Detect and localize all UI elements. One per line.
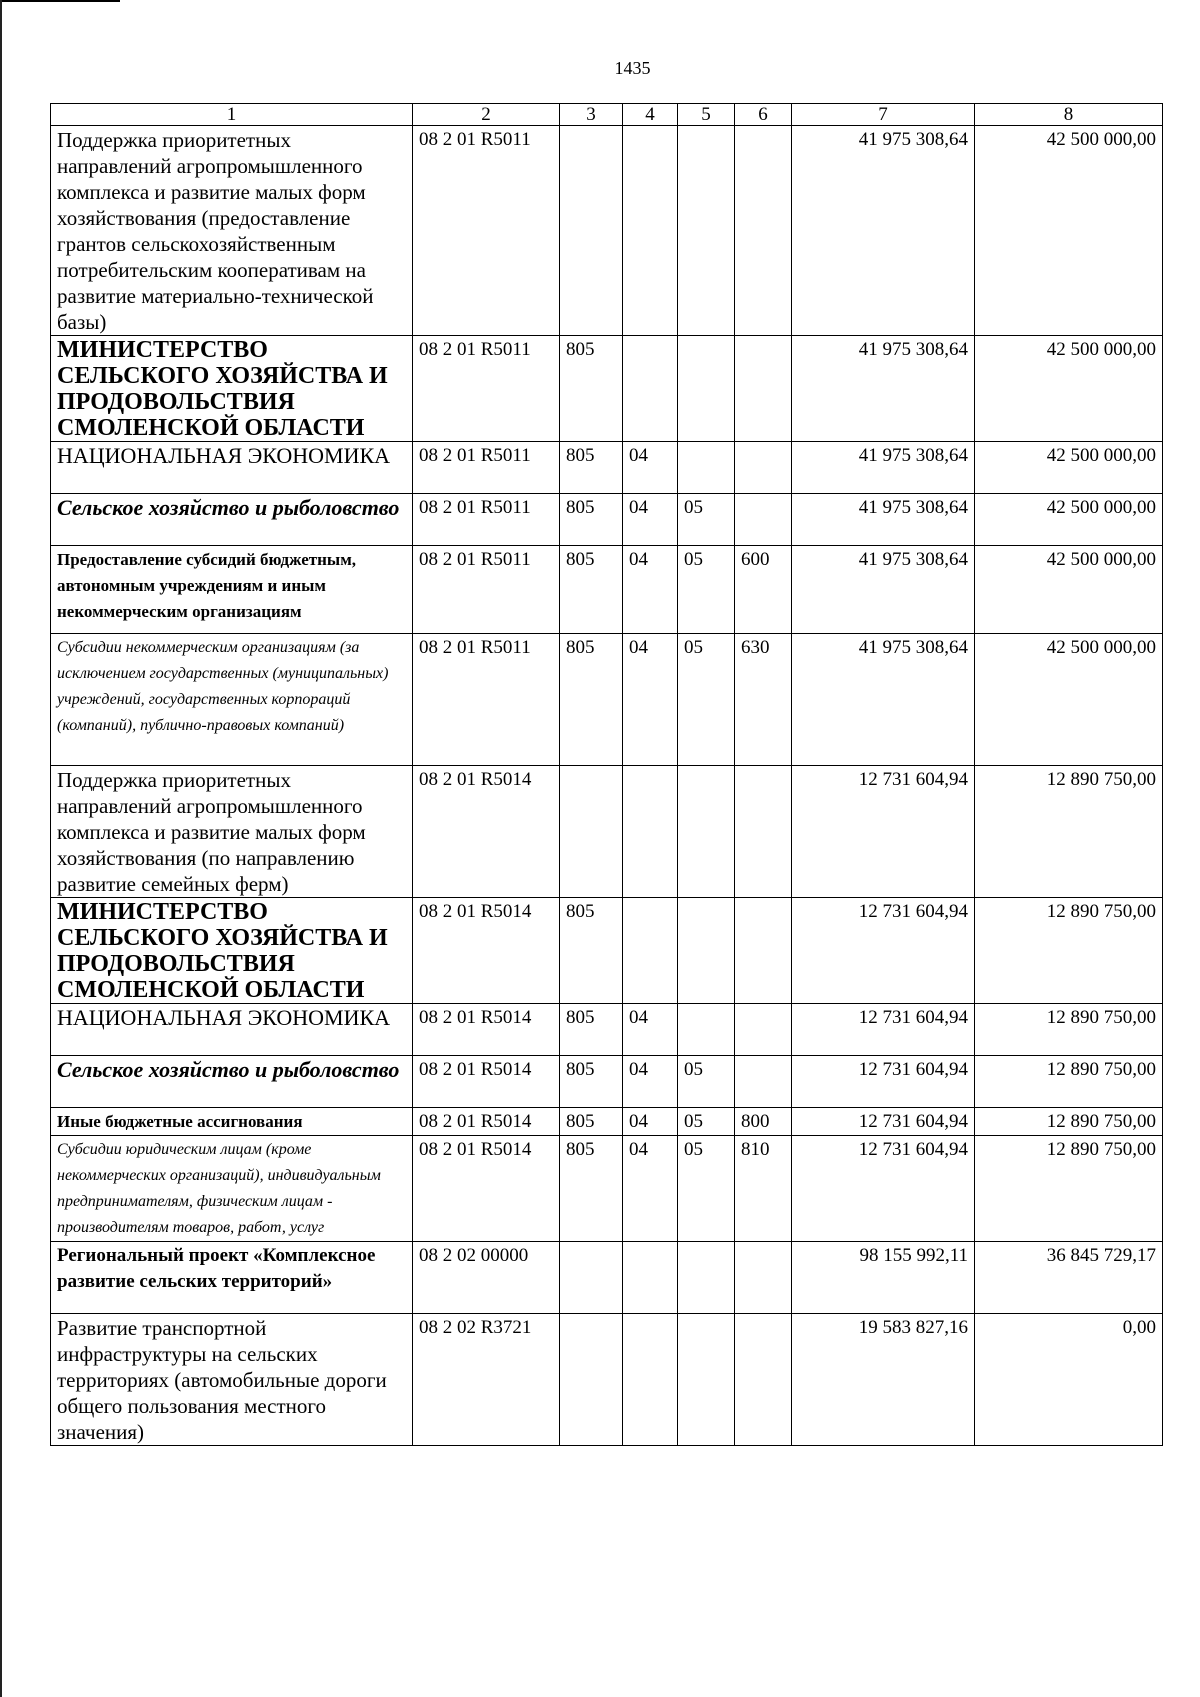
table-row bbox=[51, 634, 1163, 766]
row-name: Субсидии некоммерческим организациям (за исключением государственных (муниципальных) учреждений, государственных корпораций (компаний), публично-правовых компаний) bbox=[51, 634, 413, 766]
row-sum-year-1: 41 975 308,64 bbox=[792, 126, 975, 336]
row-name: НАЦИОНАЛЬНАЯ ЭКОНОМИКА bbox=[51, 442, 413, 494]
row-sum-year-1: 12 731 604,94 bbox=[792, 1056, 975, 1108]
row-subsection: 05 bbox=[678, 546, 735, 634]
col-header: 6 bbox=[735, 104, 792, 126]
row-sum-year-2: 12 890 750,00 bbox=[975, 1136, 1163, 1242]
row-sum-year-1: 41 975 308,64 bbox=[792, 336, 975, 442]
row-name: Субсидии юридическим лицам (кроме некоммерческих организаций), индивидуальным предпринимателям, физическим лицам - производителям товаров, работ, услуг bbox=[51, 1136, 413, 1242]
row-sum-year-1: 12 731 604,94 bbox=[792, 1108, 975, 1136]
row-subsection bbox=[678, 898, 735, 1004]
row-subsection bbox=[678, 1004, 735, 1056]
row-section bbox=[623, 898, 678, 1004]
col-header: 7 bbox=[792, 104, 975, 126]
row-subsection bbox=[678, 442, 735, 494]
row-section: 04 bbox=[623, 1056, 678, 1108]
row-name: Развитие транспортной инфраструктуры на сельских территориях (автомобильные дороги общего пользования местного значения) bbox=[51, 1314, 413, 1446]
row-subsection bbox=[678, 766, 735, 898]
row-ministry bbox=[560, 126, 623, 336]
row-sum-year-1: 12 731 604,94 bbox=[792, 1136, 975, 1242]
col-header: 3 bbox=[560, 104, 623, 126]
table-row bbox=[51, 1056, 1163, 1108]
row-expense-type bbox=[735, 1056, 792, 1108]
row-sum-year-2: 12 890 750,00 bbox=[975, 1108, 1163, 1136]
table-row bbox=[51, 1136, 1163, 1242]
row-name: Поддержка приоритетных направлений агропромышленного комплекса и развитие малых форм хозяйствования (предоставление грантов сельскохозяйственным потребительским кооперативам на развитие материально-технической базы) bbox=[51, 126, 413, 336]
row-name: Предоставление субсидий бюджетным, автономным учреждениям и иным некоммерческим организациям bbox=[51, 546, 413, 634]
row-sum-year-1: 19 583 827,16 bbox=[792, 1314, 975, 1446]
row-sum-year-1: 41 975 308,64 bbox=[792, 442, 975, 494]
row-code: 08 2 01 R5014 bbox=[413, 898, 560, 1004]
row-subsection bbox=[678, 1242, 735, 1314]
row-expense-type bbox=[735, 336, 792, 442]
row-sum-year-2: 42 500 000,00 bbox=[975, 336, 1163, 442]
row-ministry: 805 bbox=[560, 494, 623, 546]
row-subsection: 05 bbox=[678, 1108, 735, 1136]
row-sum-year-2: 42 500 000,00 bbox=[975, 494, 1163, 546]
row-section: 04 bbox=[623, 494, 678, 546]
table-row bbox=[51, 494, 1163, 546]
row-section bbox=[623, 1242, 678, 1314]
row-ministry bbox=[560, 1314, 623, 1446]
row-section: 04 bbox=[623, 1108, 678, 1136]
row-ministry: 805 bbox=[560, 1056, 623, 1108]
row-section: 04 bbox=[623, 1004, 678, 1056]
row-code: 08 2 01 R5011 bbox=[413, 126, 560, 336]
row-expense-type bbox=[735, 1314, 792, 1446]
header-row bbox=[51, 104, 1163, 126]
row-subsection: 05 bbox=[678, 1056, 735, 1108]
row-sum-year-1: 12 731 604,94 bbox=[792, 1004, 975, 1056]
row-sum-year-2: 42 500 000,00 bbox=[975, 634, 1163, 766]
row-sum-year-2: 42 500 000,00 bbox=[975, 126, 1163, 336]
row-subsection: 05 bbox=[678, 494, 735, 546]
row-subsection bbox=[678, 336, 735, 442]
row-code: 08 2 01 R5014 bbox=[413, 1056, 560, 1108]
row-section: 04 bbox=[623, 634, 678, 766]
row-code: 08 2 02 00000 bbox=[413, 1242, 560, 1314]
row-section bbox=[623, 126, 678, 336]
row-name: Иные бюджетные ассигнования bbox=[51, 1108, 413, 1136]
row-code: 08 2 01 R5011 bbox=[413, 634, 560, 766]
row-sum-year-2: 36 845 729,17 bbox=[975, 1242, 1163, 1314]
row-sum-year-1: 41 975 308,64 bbox=[792, 546, 975, 634]
row-expense-type bbox=[735, 766, 792, 898]
row-sum-year-1: 98 155 992,11 bbox=[792, 1242, 975, 1314]
row-expense-type bbox=[735, 898, 792, 1004]
row-sum-year-1: 12 731 604,94 bbox=[792, 898, 975, 1004]
table-row bbox=[51, 442, 1163, 494]
row-ministry: 805 bbox=[560, 1136, 623, 1242]
page-number: 1435 bbox=[614, 58, 651, 78]
row-code: 08 2 01 R5011 bbox=[413, 442, 560, 494]
scan-edge-left bbox=[0, 0, 2, 1697]
row-ministry: 805 bbox=[560, 898, 623, 1004]
row-sum-year-2: 12 890 750,00 bbox=[975, 766, 1163, 898]
row-section bbox=[623, 336, 678, 442]
row-section bbox=[623, 1314, 678, 1446]
table-row bbox=[51, 1314, 1163, 1446]
row-name: МИНИСТЕРСТВО СЕЛЬСКОГО ХОЗЯЙСТВА И ПРОДОВОЛЬСТВИЯ СМОЛЕНСКОЙ ОБЛАСТИ bbox=[51, 336, 413, 442]
row-name: Сельское хозяйство и рыболовство bbox=[51, 494, 413, 546]
row-code: 08 2 01 R5011 bbox=[413, 546, 560, 634]
table-row bbox=[51, 1108, 1163, 1136]
row-ministry bbox=[560, 1242, 623, 1314]
row-sum-year-1: 12 731 604,94 bbox=[792, 766, 975, 898]
row-ministry bbox=[560, 766, 623, 898]
row-subsection bbox=[678, 126, 735, 336]
row-name: МИНИСТЕРСТВО СЕЛЬСКОГО ХОЗЯЙСТВА И ПРОДОВОЛЬСТВИЯ СМОЛЕНСКОЙ ОБЛАСТИ bbox=[51, 898, 413, 1004]
row-expense-type: 600 bbox=[735, 546, 792, 634]
row-code: 08 2 01 R5014 bbox=[413, 1136, 560, 1242]
row-name: Поддержка приоритетных направлений агропромышленного комплекса и развитие малых форм хозяйствования (по направлению развитие семейных ферм) bbox=[51, 766, 413, 898]
col-header: 1 bbox=[51, 104, 413, 126]
row-code: 08 2 01 R5014 bbox=[413, 766, 560, 898]
row-sum-year-1: 41 975 308,64 bbox=[792, 634, 975, 766]
row-expense-type: 810 bbox=[735, 1136, 792, 1242]
row-section: 04 bbox=[623, 442, 678, 494]
row-sum-year-1: 41 975 308,64 bbox=[792, 494, 975, 546]
row-name: Региональный проект «Комплексное развитие сельских территорий» bbox=[51, 1242, 413, 1314]
table-row bbox=[51, 898, 1163, 1004]
col-header: 4 bbox=[623, 104, 678, 126]
row-ministry: 805 bbox=[560, 336, 623, 442]
row-code: 08 2 02 R3721 bbox=[413, 1314, 560, 1446]
row-name: Сельское хозяйство и рыболовство bbox=[51, 1056, 413, 1108]
table-row bbox=[51, 766, 1163, 898]
row-section bbox=[623, 766, 678, 898]
table-row bbox=[51, 336, 1163, 442]
row-ministry: 805 bbox=[560, 1108, 623, 1136]
row-sum-year-2: 42 500 000,00 bbox=[975, 546, 1163, 634]
row-expense-type bbox=[735, 442, 792, 494]
table-row bbox=[51, 546, 1163, 634]
row-section: 04 bbox=[623, 546, 678, 634]
row-ministry: 805 bbox=[560, 634, 623, 766]
row-expense-type: 800 bbox=[735, 1108, 792, 1136]
row-sum-year-2: 12 890 750,00 bbox=[975, 898, 1163, 1004]
table-row bbox=[51, 126, 1163, 336]
row-expense-type bbox=[735, 1004, 792, 1056]
budget-table bbox=[50, 103, 1163, 1446]
col-header: 2 bbox=[413, 104, 560, 126]
row-subsection: 05 bbox=[678, 634, 735, 766]
row-ministry: 805 bbox=[560, 546, 623, 634]
row-code: 08 2 01 R5014 bbox=[413, 1108, 560, 1136]
table-row bbox=[51, 1004, 1163, 1056]
row-code: 08 2 01 R5011 bbox=[413, 336, 560, 442]
col-header: 5 bbox=[678, 104, 735, 126]
scan-edge-top bbox=[0, 0, 120, 2]
row-sum-year-2: 0,00 bbox=[975, 1314, 1163, 1446]
table-row bbox=[51, 1242, 1163, 1314]
row-sum-year-2: 12 890 750,00 bbox=[975, 1056, 1163, 1108]
row-expense-type bbox=[735, 494, 792, 546]
row-subsection: 05 bbox=[678, 1136, 735, 1242]
row-sum-year-2: 12 890 750,00 bbox=[975, 1004, 1163, 1056]
row-code: 08 2 01 R5014 bbox=[413, 1004, 560, 1056]
row-expense-type: 630 bbox=[735, 634, 792, 766]
row-section: 04 bbox=[623, 1136, 678, 1242]
row-expense-type bbox=[735, 1242, 792, 1314]
row-ministry: 805 bbox=[560, 442, 623, 494]
row-subsection bbox=[678, 1314, 735, 1446]
row-ministry: 805 bbox=[560, 1004, 623, 1056]
row-expense-type bbox=[735, 126, 792, 336]
row-name: НАЦИОНАЛЬНАЯ ЭКОНОМИКА bbox=[51, 1004, 413, 1056]
col-header: 8 bbox=[975, 104, 1163, 126]
row-code: 08 2 01 R5011 bbox=[413, 494, 560, 546]
row-sum-year-2: 42 500 000,00 bbox=[975, 442, 1163, 494]
